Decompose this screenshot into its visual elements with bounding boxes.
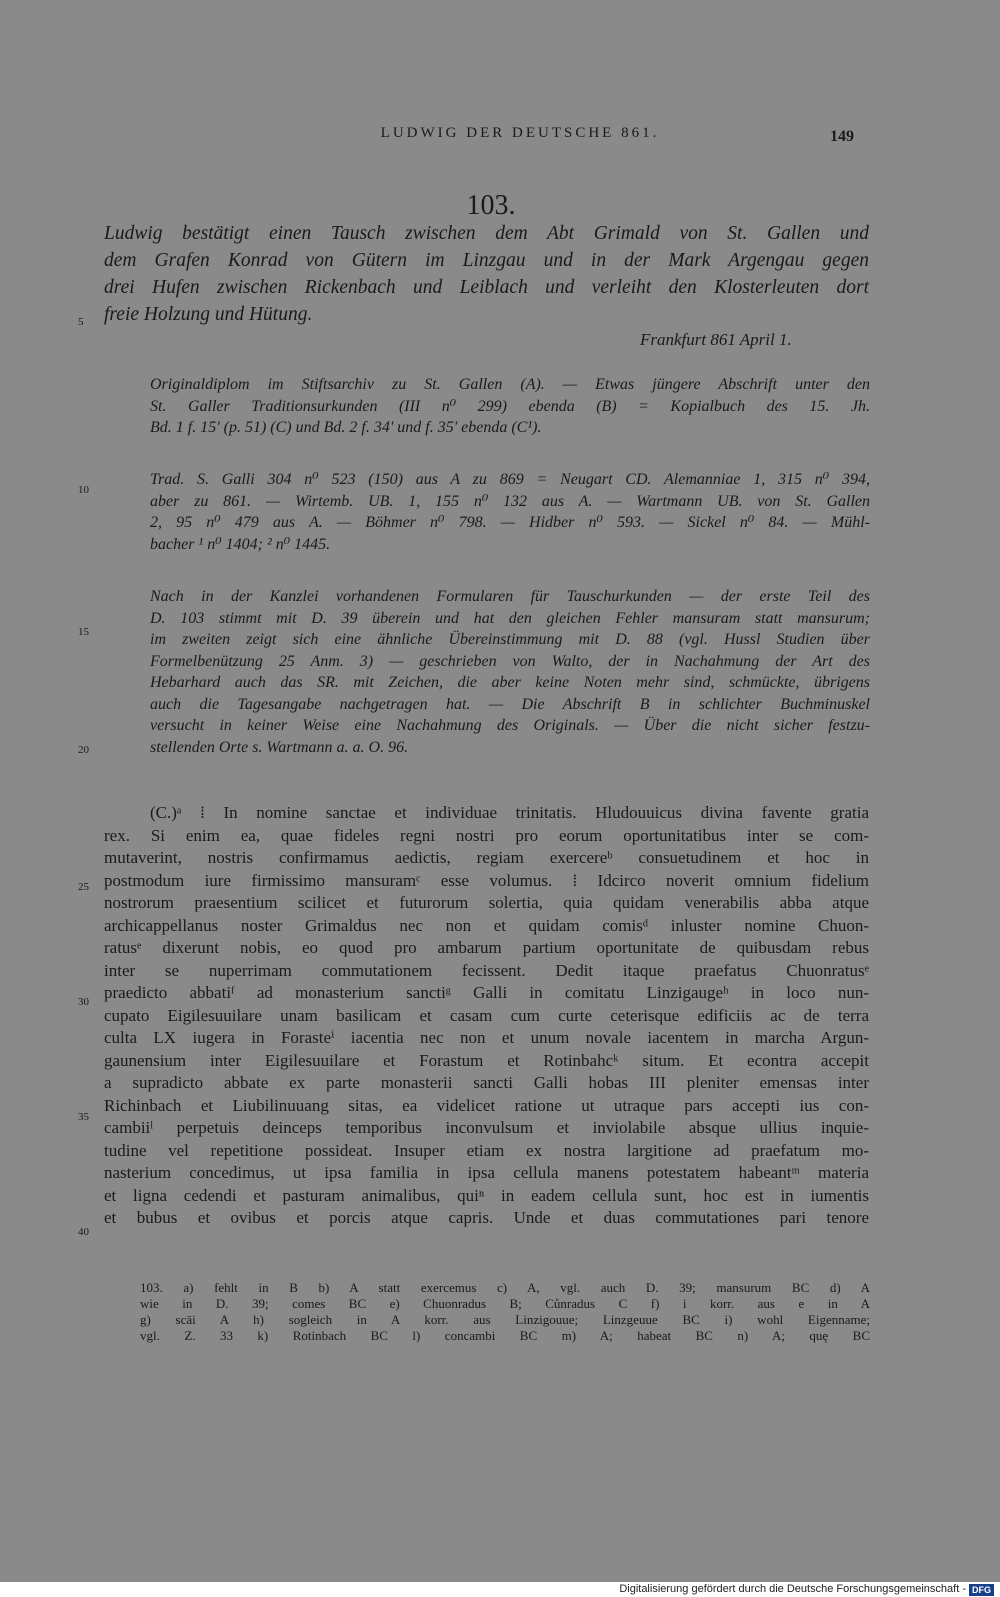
text-line: a supradicto abbate ex parte monasterii sancti Galli hobas III pleniter emensas inter [104, 1073, 869, 1092]
document-number: 103. [466, 190, 516, 221]
margin-line-number: 5 [78, 316, 84, 328]
text-line: (C.)ᵃ ⁞ In nomine sanctae et individuae trinitatis. Hludouuicus divina favente gratia [150, 803, 869, 822]
commentary-note [150, 586, 870, 758]
text-line: archicappellanus noster Grimaldus nec non et quidam comisᵈ inluster nomine Chuon- [104, 915, 869, 935]
footnote-line: wie in D. 39; comes BC e) Chuonradus B; Cůnradus C f) i korr. aus e in A [140, 1296, 870, 1311]
tradition-line: Originaldiplom im Stiftsarchiv zu St. Gallen (A). — Etwas jüngere Abschrift unter den [150, 376, 870, 393]
commentary-line: D. 103 stimmt mit D. 39 überein und hat den gleichen Fehler mansuram statt mansurum; [150, 609, 870, 627]
margin-line-number: 25 [78, 881, 89, 893]
commentary-line: Formelbenützung 25 Anm. 3) — geschrieben von Walto, der in Nachahmung der Art des [150, 652, 870, 670]
margin-line-number: 10 [78, 484, 89, 496]
text-line: mutaverint, nostris confirmamus aedictis, regiam exercereᵇ consuetudinem et hoc in [104, 848, 869, 867]
tradition-line: Bd. 1 f. 15' (p. 51) (C) und Bd. 2 f. 34' und f. 35' ebenda (C¹). [150, 419, 542, 436]
margin-line-number: 30 [78, 996, 89, 1008]
commentary-line: im zweiten zeigt sich eine ähnliche Übereinstimmung mit D. 88 (vgl. Hussl Studien über [150, 631, 870, 648]
main-text [104, 802, 869, 1230]
regest-line: Ludwig bestätigt einen Tausch zwischen dem Abt Grimald von St. Gallen und [104, 223, 869, 244]
text-line: tudine vel repetitione possideat. Insuper etiam ex nostra largitione ad praefatum mo- [104, 1140, 869, 1160]
text-line: cupato Eigilesuuilare unam basilicam et casam cum curte ceterisque edificiis ac de terra [104, 1005, 869, 1025]
editions-note [150, 469, 870, 555]
tradition-note [150, 374, 870, 439]
text-line: postmodum iure firmissimo mansuramᶜ esse volumus. ⁞ Idcirco noverit omnium fidelium [104, 870, 869, 890]
text-line: cambiiˡ perpetuis deinceps temporibus inconvulsum et inviolabile absque ullius inquie- [104, 1118, 869, 1137]
regest-line: dem Grafen Konrad von Gütern im Linzgau und in der Mark Argengau gegen [104, 250, 869, 271]
regest-line: drei Hufen zwischen Rickenbach und Leiblach und verleiht den Klosterleuten dort [104, 277, 869, 298]
regest-line: freie Holzung und Hütung. [104, 304, 313, 325]
running-head: LUDWIG DER DEUTSCHE 861. [380, 125, 660, 141]
page-number: 149 [830, 128, 854, 145]
commentary-line: Hebarhard auch das SR. mit Zeichen, die aber keine Noten mehr sind, schmückte, übrigens [150, 674, 870, 691]
dateline: Frankfurt 861 April 1. [640, 330, 792, 349]
commentary-line: auch die Tagesangabe nachgetragen hat. — Die Abschrift B in schlichter Buchminuskel [150, 695, 870, 713]
footnote-line: vgl. Z. 33 k) Rotinbach BC l) concambi BC m) A; habeat BC n) A; quę BC [140, 1328, 870, 1343]
footnotes [140, 1280, 870, 1344]
editions-line: aber zu 861. — Wirtemb. UB. 1, 155 n⁰ 132 aus A. — Wartmann UB. von St. Gallen [150, 492, 870, 510]
tradition-line: St. Galler Traditionsurkunden (III n⁰ 299) ebenda (B) = Kopialbuch des 15. Jh. [150, 397, 870, 415]
dfg-logo: DFG [969, 1584, 994, 1596]
text-line: et ligna cedendi et pasturam animalibus, quiⁿ in eadem cellula sunt, hoc est in iumentis [104, 1185, 869, 1205]
text-line: culta LX iugera in Forasteⁱ iacentia nec non et unum novale iacentem in marcha Argun- [104, 1028, 869, 1047]
text-line: gaunensium inter Eigilesuuilare et Forastum et Rotinbahcᵏ situm. Et econtra accepit [104, 1050, 869, 1070]
commentary-line: versucht in keiner Weise eine Nachahmung des Originals. — Über die nicht sicher festzu- [150, 717, 870, 734]
footnote-line: g) scāi A h) sogleich in A korr. aus Linzigouue; Linzgeuue BC i) wohl Eigenname; [140, 1312, 870, 1327]
text-line: Richinbach et Liubilinuuang sitas, ea videlicet ratione ut utraque pars accepti ius con- [104, 1095, 869, 1115]
margin-line-number: 20 [78, 744, 89, 756]
regest [104, 220, 869, 328]
text-line: inter se nuperrimam commutationem fecissent. Dedit itaque praefatus Chuonratusᵉ [104, 960, 869, 980]
text-line: et bubus et ovibus et porcis atque capris. Unde et duas commutationes pari tenore [104, 1208, 869, 1227]
text-line: praedicto abbatiᶠ ad monasterium sanctiᵍ Galli in comitatu Linzigaugeʰ in loco nun- [104, 983, 869, 1002]
commentary-line: stellenden Orte s. Wartmann a. a. O. 96. [150, 738, 409, 756]
editions-line: 2, 95 n⁰ 479 aus A. — Böhmer n⁰ 798. — Hidber n⁰ 593. — Sickel n⁰ 84. — Mühl- [150, 514, 870, 531]
footnote-line: 103. a) fehlt in B b) A statt exercemus c) A, vgl. auch D. 39; mansurum BC d) A [140, 1280, 870, 1295]
text-line: nostrorum praesentium scilicet et futurorum solertia, quia quidam venerabilis abba atque [104, 893, 869, 912]
commentary-line: Nach in der Kanzlei vorhandenen Formularen für Tauschurkunden — der erste Teil des [150, 588, 870, 605]
text-line: rex. Si enim ea, quae fideles regni nostri pro eorum oportunitatibus inter se com- [104, 825, 869, 845]
editions-line: bacher ¹ n⁰ 1404; ² n⁰ 1445. [150, 535, 331, 553]
text-line: nasterium concedimus, ut ipsa familia in ipsa cellula manens potestatem habeantᵐ materia [104, 1163, 869, 1182]
margin-line-number: 40 [78, 1226, 89, 1238]
margin-line-number: 35 [78, 1111, 89, 1123]
margin-line-number: 15 [78, 626, 89, 638]
funding-text: Digitalisierung gefördert durch die Deutsche Forschungsgemeinschaft - [619, 1583, 966, 1595]
funding-footer [619, 1582, 994, 1597]
text-line: ratusᵉ dixerunt nobis, eo quod pro ambarum partium oportunitate de quibusdam rebus [104, 938, 869, 957]
editions-line: Trad. S. Galli 304 n⁰ 523 (150) aus A zu 869 = Neugart CD. Alemanniae 1, 315 n⁰ 394, [150, 471, 870, 488]
